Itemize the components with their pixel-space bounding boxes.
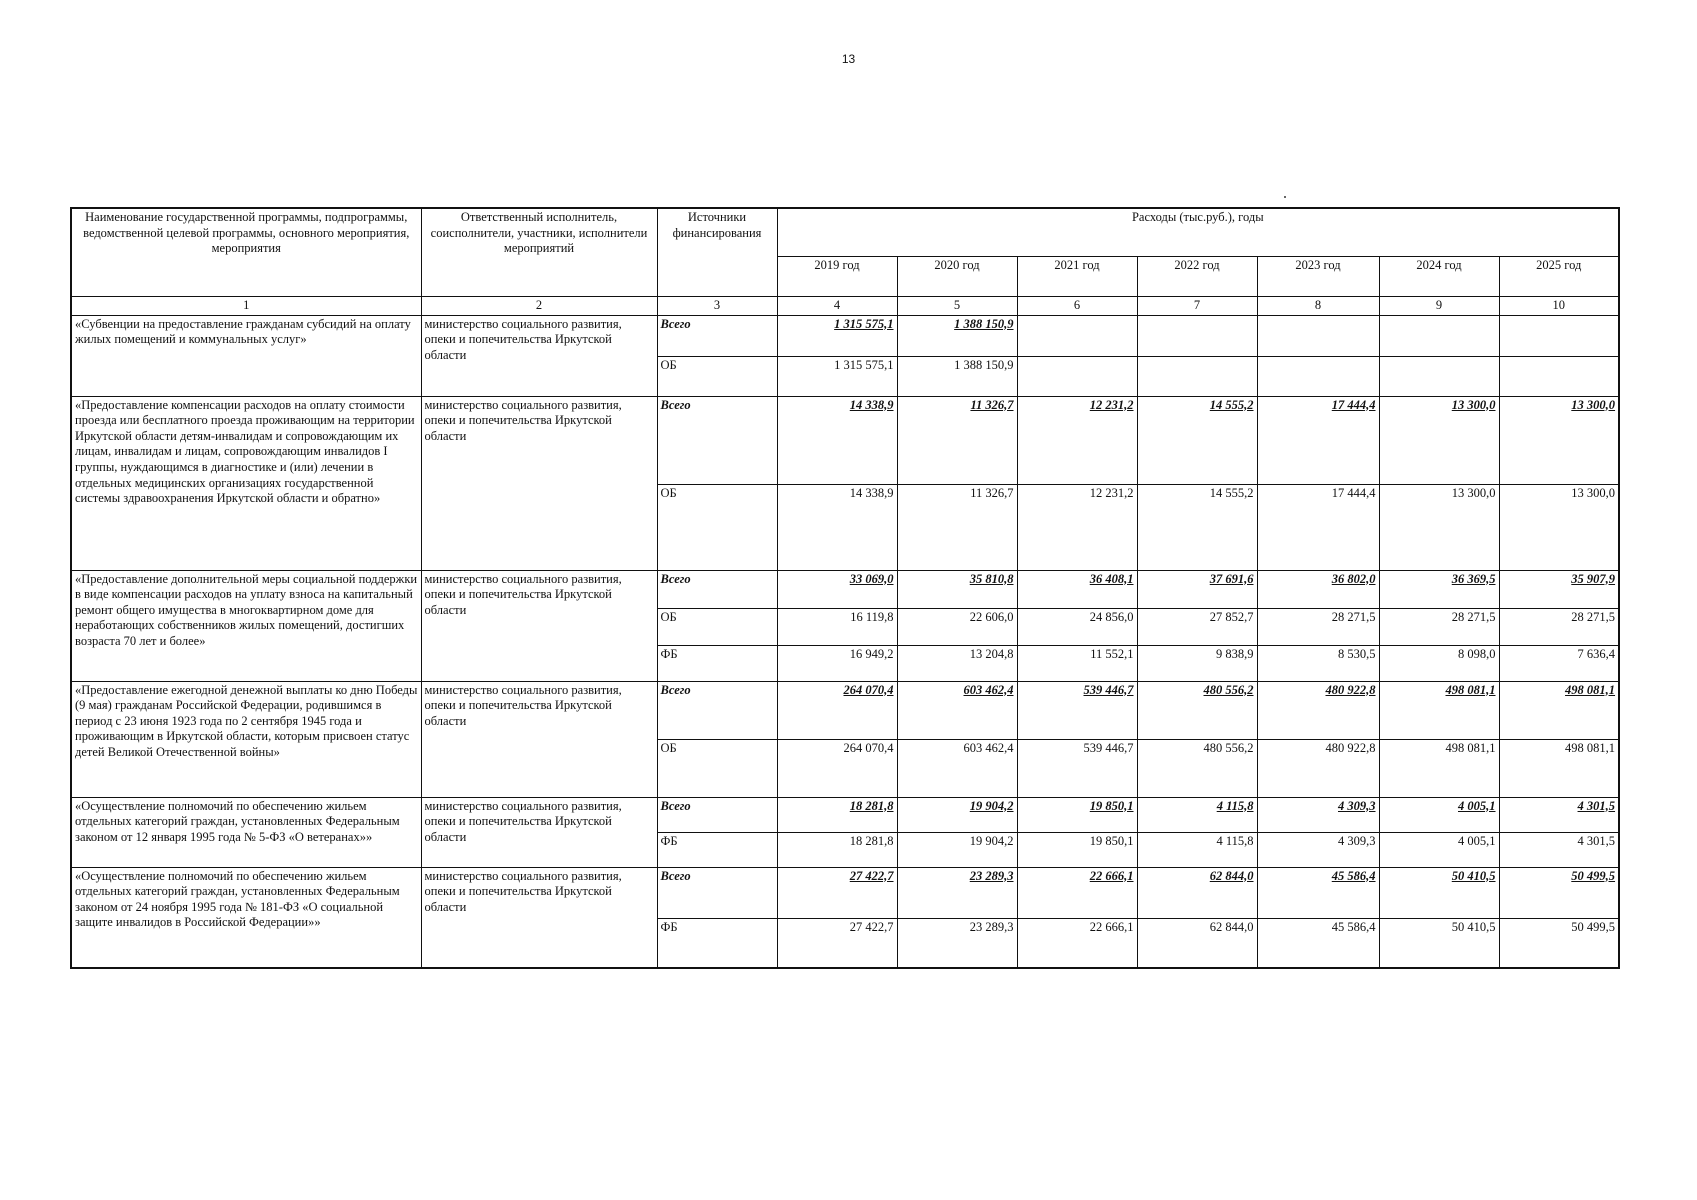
expense-value: 9 838,9 xyxy=(1137,645,1257,681)
table-row xyxy=(71,315,1619,356)
expense-value: 33 069,0 xyxy=(777,570,897,608)
activity-name: «Предоставление компенсации расходов на оплату стоимости проезда или бесплатного проезда проживающим на территории Иркутской области детям-инвалидам и сопровождающим их лицам, инвалидам и лицам, сопровождающим инвалидов I группы, нуждающимся в диагностике и (или) лечении в отдельных медицинских организациях государственной системы здравоохранения Иркутской области и обратно» xyxy=(71,396,421,570)
expense-value xyxy=(1137,315,1257,356)
column-number: 3 xyxy=(657,296,777,315)
column-number: 1 xyxy=(71,296,421,315)
expense-value: 4 309,3 xyxy=(1257,797,1379,832)
expense-value: 45 586,4 xyxy=(1257,918,1379,968)
expense-value: 18 281,8 xyxy=(777,832,897,867)
funding-source: ОБ xyxy=(657,484,777,570)
expense-value: 480 556,2 xyxy=(1137,739,1257,797)
column-number: 7 xyxy=(1137,296,1257,315)
expense-value: 23 289,3 xyxy=(897,867,1017,918)
table-row xyxy=(71,681,1619,739)
activity-name: «Предоставление дополнительной меры социальной поддержки в виде компенсации расходов на уплату взноса на капитальный ремонт общего имущества в многоквартирном доме для неработающих собственников жилых помещений, достигших возраста 70 лет и более» xyxy=(71,570,421,681)
expense-value: 22 666,1 xyxy=(1017,918,1137,968)
expense-value: 14 338,9 xyxy=(777,484,897,570)
expenses-table xyxy=(70,207,1620,969)
expense-value: 50 499,5 xyxy=(1499,918,1619,968)
funding-source: Всего xyxy=(657,570,777,608)
responsible-executor: министерство социального развития, опеки и попечительства Иркутской области xyxy=(421,396,657,570)
responsible-executor: министерство социального развития, опеки и попечительства Иркутской области xyxy=(421,315,657,396)
funding-source: ОБ xyxy=(657,608,777,645)
expense-value: 11 552,1 xyxy=(1017,645,1137,681)
header-year: 2019 год xyxy=(777,256,897,296)
expense-value xyxy=(1499,315,1619,356)
expense-value: 539 446,7 xyxy=(1017,739,1137,797)
expense-value: 13 300,0 xyxy=(1379,484,1499,570)
expense-value: 14 555,2 xyxy=(1137,396,1257,484)
expense-value: 16 119,8 xyxy=(777,608,897,645)
expense-value: 13 300,0 xyxy=(1379,396,1499,484)
expense-value: 498 081,1 xyxy=(1499,681,1619,739)
expense-value: 603 462,4 xyxy=(897,739,1017,797)
header-year: 2023 год xyxy=(1257,256,1379,296)
funding-source: ФБ xyxy=(657,918,777,968)
column-number: 10 xyxy=(1499,296,1619,315)
expense-value: 19 850,1 xyxy=(1017,832,1137,867)
expense-value: 498 081,1 xyxy=(1379,739,1499,797)
expense-value: 4 115,8 xyxy=(1137,797,1257,832)
expense-value: 50 410,5 xyxy=(1379,867,1499,918)
expense-value: 17 444,4 xyxy=(1257,484,1379,570)
page-number: 13 xyxy=(841,52,856,66)
expense-value: 22 606,0 xyxy=(897,608,1017,645)
funding-source: Всего xyxy=(657,867,777,918)
expense-value: 37 691,6 xyxy=(1137,570,1257,608)
expense-value xyxy=(1499,356,1619,396)
funding-source: ОБ xyxy=(657,739,777,797)
expense-value: 19 850,1 xyxy=(1017,797,1137,832)
expense-value: 62 844,0 xyxy=(1137,867,1257,918)
expense-value: 1 315 575,1 xyxy=(777,315,897,356)
expense-value: 13 300,0 xyxy=(1499,396,1619,484)
expense-value: 498 081,1 xyxy=(1379,681,1499,739)
expense-value: 28 271,5 xyxy=(1257,608,1379,645)
table-row xyxy=(71,797,1619,832)
expense-value: 35 907,9 xyxy=(1499,570,1619,608)
expense-value: 23 289,3 xyxy=(897,918,1017,968)
expense-value: 17 444,4 xyxy=(1257,396,1379,484)
expense-value: 480 922,8 xyxy=(1257,681,1379,739)
expense-value: 36 802,0 xyxy=(1257,570,1379,608)
expense-value: 12 231,2 xyxy=(1017,396,1137,484)
expense-value: 539 446,7 xyxy=(1017,681,1137,739)
expense-value: 11 326,7 xyxy=(897,396,1017,484)
expense-value: 35 810,8 xyxy=(897,570,1017,608)
expense-value: 1 388 150,9 xyxy=(897,356,1017,396)
expense-value xyxy=(1017,315,1137,356)
expense-value xyxy=(1379,315,1499,356)
expense-value xyxy=(1257,356,1379,396)
activity-name: «Предоставление ежегодной денежной выплаты ко дню Победы (9 мая) гражданам Российской Федерации, родившимся в период с 23 июня 1923 года по 2 сентября 1945 года и проживающим в Иркутской области, которым присвоен статус детей Великой Отечественной войны» xyxy=(71,681,421,797)
column-number: 8 xyxy=(1257,296,1379,315)
expense-value: 7 636,4 xyxy=(1499,645,1619,681)
expense-value xyxy=(1379,356,1499,396)
expense-value: 27 422,7 xyxy=(777,918,897,968)
funding-source: Всего xyxy=(657,315,777,356)
expense-value: 22 666,1 xyxy=(1017,867,1137,918)
responsible-executor: министерство социального развития, опеки и попечительства Иркутской области xyxy=(421,797,657,867)
expense-value: 36 408,1 xyxy=(1017,570,1137,608)
column-number: 2 xyxy=(421,296,657,315)
expense-value: 498 081,1 xyxy=(1499,739,1619,797)
expense-value: 264 070,4 xyxy=(777,681,897,739)
expense-value: 480 922,8 xyxy=(1257,739,1379,797)
expense-value: 4 005,1 xyxy=(1379,832,1499,867)
header-executor: Ответственный исполнитель, соисполнители, участники, исполнители мероприятий xyxy=(421,208,657,296)
expense-value: 27 422,7 xyxy=(777,867,897,918)
expense-value: 1 388 150,9 xyxy=(897,315,1017,356)
responsible-executor: министерство социального развития, опеки и попечительства Иркутской области xyxy=(421,681,657,797)
header-program-name: Наименование государственной программы, подпрограммы, ведомственной целевой программы, основного мероприятия, мероприятия xyxy=(71,208,421,296)
responsible-executor: министерство социального развития, опеки и попечительства Иркутской области xyxy=(421,867,657,968)
scan-speck xyxy=(1284,196,1286,198)
header-year: 2022 год xyxy=(1137,256,1257,296)
expense-value: 8 530,5 xyxy=(1257,645,1379,681)
funding-source: Всего xyxy=(657,396,777,484)
expense-value: 12 231,2 xyxy=(1017,484,1137,570)
activity-name: «Субвенции на предоставление гражданам субсидий на оплату жилых помещений и коммунальных услуг» xyxy=(71,315,421,396)
expense-value xyxy=(1137,356,1257,396)
expense-value: 8 098,0 xyxy=(1379,645,1499,681)
header-year: 2024 год xyxy=(1379,256,1499,296)
table-row xyxy=(71,570,1619,608)
funding-source: Всего xyxy=(657,797,777,832)
expense-value: 4 115,8 xyxy=(1137,832,1257,867)
header-year: 2021 год xyxy=(1017,256,1137,296)
expense-value: 480 556,2 xyxy=(1137,681,1257,739)
funding-source: ФБ xyxy=(657,832,777,867)
expense-value: 24 856,0 xyxy=(1017,608,1137,645)
activity-name: «Осуществление полномочий по обеспечению жильем отдельных категорий граждан, установленных Федеральным законом от 24 ноября 1995 года № 181-ФЗ «О социальной защите инвалидов в Российской Федерации»» xyxy=(71,867,421,968)
expense-value: 603 462,4 xyxy=(897,681,1017,739)
expense-value: 4 301,5 xyxy=(1499,797,1619,832)
header-expenses: Расходы (тыс.руб.), годы xyxy=(777,208,1619,256)
responsible-executor: министерство социального развития, опеки и попечительства Иркутской области xyxy=(421,570,657,681)
expense-value xyxy=(1257,315,1379,356)
funding-source: Всего xyxy=(657,681,777,739)
expense-value: 13 300,0 xyxy=(1499,484,1619,570)
column-number: 4 xyxy=(777,296,897,315)
column-number: 5 xyxy=(897,296,1017,315)
column-number: 9 xyxy=(1379,296,1499,315)
expense-value: 1 315 575,1 xyxy=(777,356,897,396)
funding-source: ФБ xyxy=(657,645,777,681)
funding-source: ОБ xyxy=(657,356,777,396)
column-number: 6 xyxy=(1017,296,1137,315)
header-year: 2020 год xyxy=(897,256,1017,296)
expense-value: 19 904,2 xyxy=(897,797,1017,832)
expense-value: 4 309,3 xyxy=(1257,832,1379,867)
expense-value: 16 949,2 xyxy=(777,645,897,681)
expense-value: 27 852,7 xyxy=(1137,608,1257,645)
expense-value: 28 271,5 xyxy=(1499,608,1619,645)
header-year: 2025 год xyxy=(1499,256,1619,296)
expense-value: 45 586,4 xyxy=(1257,867,1379,918)
expense-value: 50 499,5 xyxy=(1499,867,1619,918)
activity-name: «Осуществление полномочий по обеспечению жильем отдельных категорий граждан, установленных Федеральным законом от 12 января 1995 года № 5-ФЗ «О ветеранах»» xyxy=(71,797,421,867)
table-row xyxy=(71,396,1619,484)
expense-value: 36 369,5 xyxy=(1379,570,1499,608)
expense-value: 14 338,9 xyxy=(777,396,897,484)
expense-value: 14 555,2 xyxy=(1137,484,1257,570)
expense-value: 264 070,4 xyxy=(777,739,897,797)
expense-value: 13 204,8 xyxy=(897,645,1017,681)
expense-value: 4 005,1 xyxy=(1379,797,1499,832)
expense-value: 4 301,5 xyxy=(1499,832,1619,867)
table-row xyxy=(71,867,1619,918)
expense-value: 19 904,2 xyxy=(897,832,1017,867)
expense-value: 11 326,7 xyxy=(897,484,1017,570)
expense-value: 50 410,5 xyxy=(1379,918,1499,968)
expense-value: 62 844,0 xyxy=(1137,918,1257,968)
header-funding-source: Источники финансирования xyxy=(657,208,777,296)
expense-value: 18 281,8 xyxy=(777,797,897,832)
expense-value xyxy=(1017,356,1137,396)
expense-value: 28 271,5 xyxy=(1379,608,1499,645)
